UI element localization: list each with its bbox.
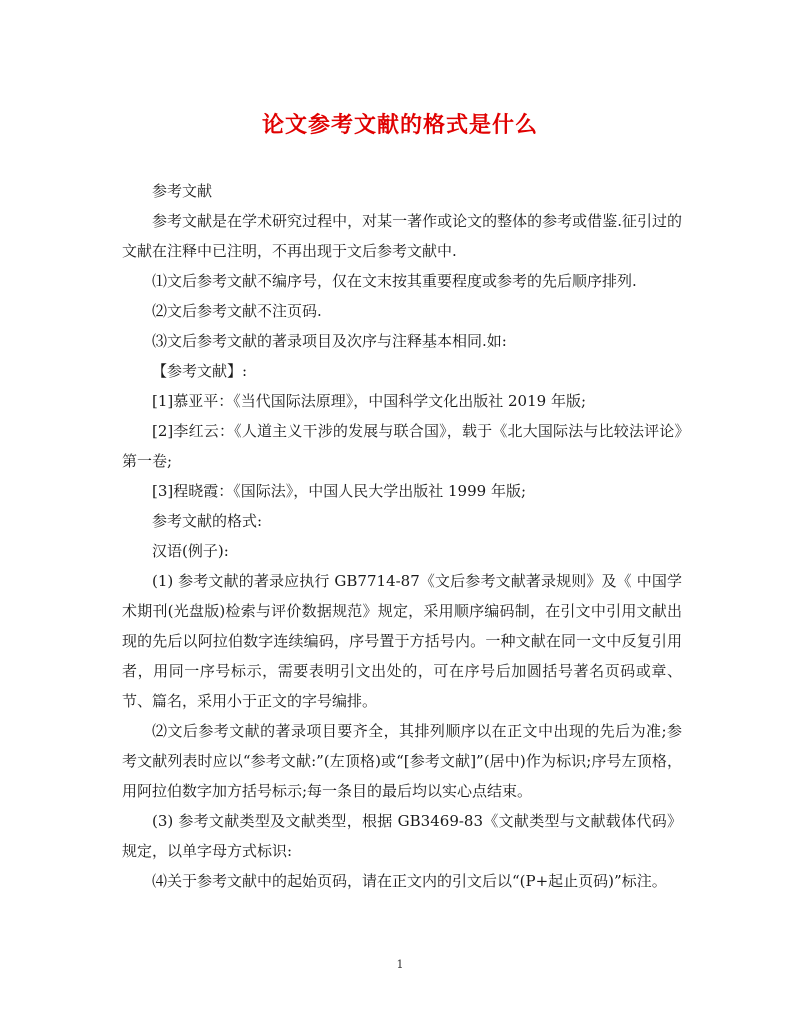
paragraph-heading-references: 参考文献 [152,182,213,200]
document-title: 论文参考文献的格式是什么 [261,112,538,138]
paragraph-format-heading: 参考文献的格式: [152,512,263,530]
paragraph-example-heading: 汉语(例子): [152,542,229,560]
paragraph-definition: 参考文献是在学术研究过程中，对某一著作或论文的整体的参考或借鉴.征引过的文献在注释中已注明，不再出现于文后参考文献中. [122,212,682,260]
paragraph-rule-3: ⑶文后参考文献的著录项目及次序与注释基本相同.如: [152,332,507,350]
paragraph-format-4: ⑷关于参考文献中的起始页码，请在正文内的引文后以“(P+起止页码)”标注。 [152,872,667,890]
paragraph-format-1: (1) 参考文献的著录应执行 GB7714-87《文后参考文献著录规则》及《 中国学术期刊(光盘版)检索与评价数据规范》规定，采用顺序编码制，在引文中引用文献出现的先后以阿拉伯数字连续编码，序号置于方括号内。一种文献在同一文中反复引用者，用同一序号标示，需要表明引文出处的，可在序号后加圆括号著名页码或章、节、篇名，采用小于正文的字号编排。 [122,572,682,710]
paragraph-rule-1: ⑴文后参考文献不编序号，仅在文末按其重要程度或参考的先后顺序排列. [152,272,637,290]
paragraph-reference-1: [1]慕亚平：《当代国际法原理》，中国科学文化出版社 2019 年版; [152,392,587,410]
paragraph-format-2: ⑵文后参考文献的著录项目要齐全，其排列顺序以在正文中出现的先后为准;参考文献列表时应以“参考文献:”(左顶格)或“[参考文献]”(居中)作为标识;序号左顶格，用阿拉伯数字加方括号标示;每一条目的最后均以实心点结束。 [122,722,682,800]
document-body [122,176,682,896]
paragraph-reference-2: [2]李红云：《人道主义干涉的发展与联合国》，载于《北大国际法与比较法评论》第一卷; [122,422,682,470]
paragraph-format-3: (3) 参考文献类型及文献类型，根据 GB3469-83《文献类型与文献载体代码》规定，以单字母方式标识: [122,812,682,860]
page-number: 1 [396,958,404,971]
paragraph-rule-2: ⑵文后参考文献不注页码. [152,302,322,320]
paragraph-reference-3: [3]程晓霞：《国际法》，中国人民大学出版社 1999 年版; [152,482,527,500]
paragraph-references-label: 【参考文献】: [152,362,248,380]
